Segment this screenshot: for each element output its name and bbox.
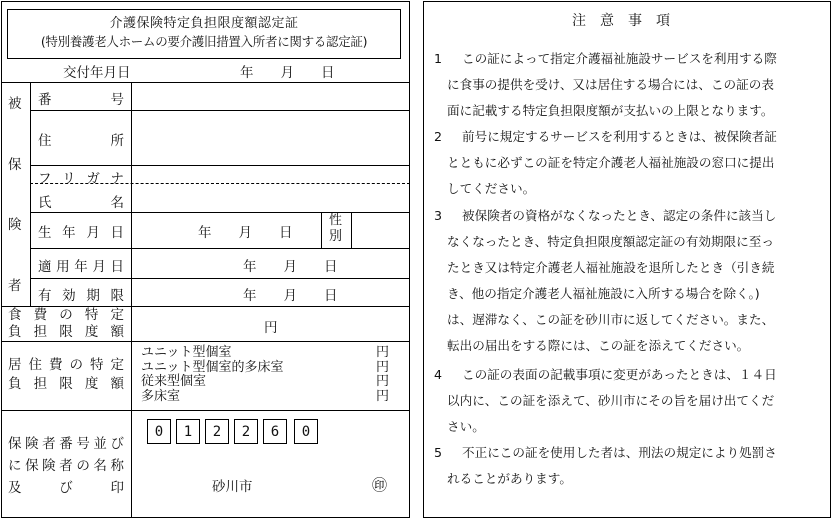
insurer-number-digit: 2: [234, 419, 258, 444]
birth-date-value: 年 月 日: [198, 225, 293, 241]
insurer-number-digit: 6: [263, 419, 287, 444]
number-label: 番 号: [38, 92, 124, 108]
insured-label-char: 被: [8, 96, 22, 112]
notes-title: 注 意 事 項: [572, 13, 670, 29]
apply-date-label: 適 用 年 月 日: [38, 259, 124, 275]
certificate-title-box: [7, 9, 401, 59]
insurer-name: 砂川市: [212, 479, 253, 495]
valid-until-label: 有 効 期 限: [38, 288, 124, 304]
insurer-number-digit: 0: [147, 419, 171, 444]
note-item: 3 被保険者の資格がなくなったとき、認定の条件に該当し なくなったとき、特定負担限度額認定証の有効期限に至っ たとき又は特定介護老人福祉施設を退所したとき（引き続 き、他の指定介護老人福祉施設に入所する場合を除く。) は、遅滞なく、この証を砂川市に返してください。また、 転出の届出をする際には、この証を添えてください。: [434, 208, 777, 353]
residence-row: ユニット型個室 円: [141, 345, 389, 360]
insurer-number-digit: 0: [294, 419, 318, 444]
insurer-number-digit: 1: [176, 419, 200, 444]
furigana-label: フ リ ガ ナ: [38, 171, 124, 187]
address-label: 住 所: [38, 133, 124, 149]
certificate-subtitle: (特別養護老人ホームの要介護旧措置入所者に関する認定証): [40, 34, 368, 49]
note-item: 4 この証の表面の記載事項に変更があったときは、１４日 以内に、この証を添えて、砂川市にその旨を届け出てくだ さい。: [434, 367, 777, 434]
insurer-number-digit: 2: [205, 419, 229, 444]
food-cost-unit: 円: [264, 320, 278, 336]
name-label: 氏 名: [38, 195, 124, 211]
issue-date-label: 交付年月日: [63, 65, 131, 81]
birth-date-label: 生 年 月 日: [38, 225, 124, 241]
residence-row: 多床室 円: [141, 388, 389, 404]
food-cost-label: 食 費 の 特 定 負 担 限 度 額: [8, 307, 124, 340]
insured-label-char: 者: [8, 278, 22, 294]
note-item: 1 この証によって指定介護福祉施設サービスを利用する際 に食事の提供を受け、又は居住する場合には、この証の表 面に記載する特定負担限度額が支払いの上限となります。: [434, 51, 777, 118]
seal-mark: ㊞: [372, 476, 388, 494]
residence-cost-list: [141, 346, 389, 404]
insured-label-char: 保: [8, 157, 22, 173]
note-item: 5 不正にこの証を使用した者は、刑法の規定により処罰さ れることがあります。: [434, 445, 777, 486]
note-item: 2 前号に規定するサービスを利用するときは、被保険者証 とともに必ずこの証を特定介護老人福祉施設の窓口に提出 してください。: [434, 129, 777, 196]
residence-row: 従来型個室 円: [141, 374, 389, 389]
apply-date-value: 年 月 日: [243, 259, 338, 275]
insured-label-char: 険: [8, 217, 22, 233]
residence-cost-label: 居 住 費 の 特 定 負 担 限 度 額: [8, 357, 124, 392]
issue-date-value: 年 月 日: [240, 65, 335, 81]
residence-row: ユニット型個室的多床室 円: [141, 359, 389, 375]
certificate-title: 介護保険特定負担限度額認定証: [109, 16, 299, 31]
insurer-label: 保 険 者 番 号 並 び に 保 険 者 の 名 称 及 び 印: [8, 436, 124, 496]
sex-label: 性 別: [329, 213, 343, 244]
valid-until-value: 年 月 日: [243, 288, 338, 304]
